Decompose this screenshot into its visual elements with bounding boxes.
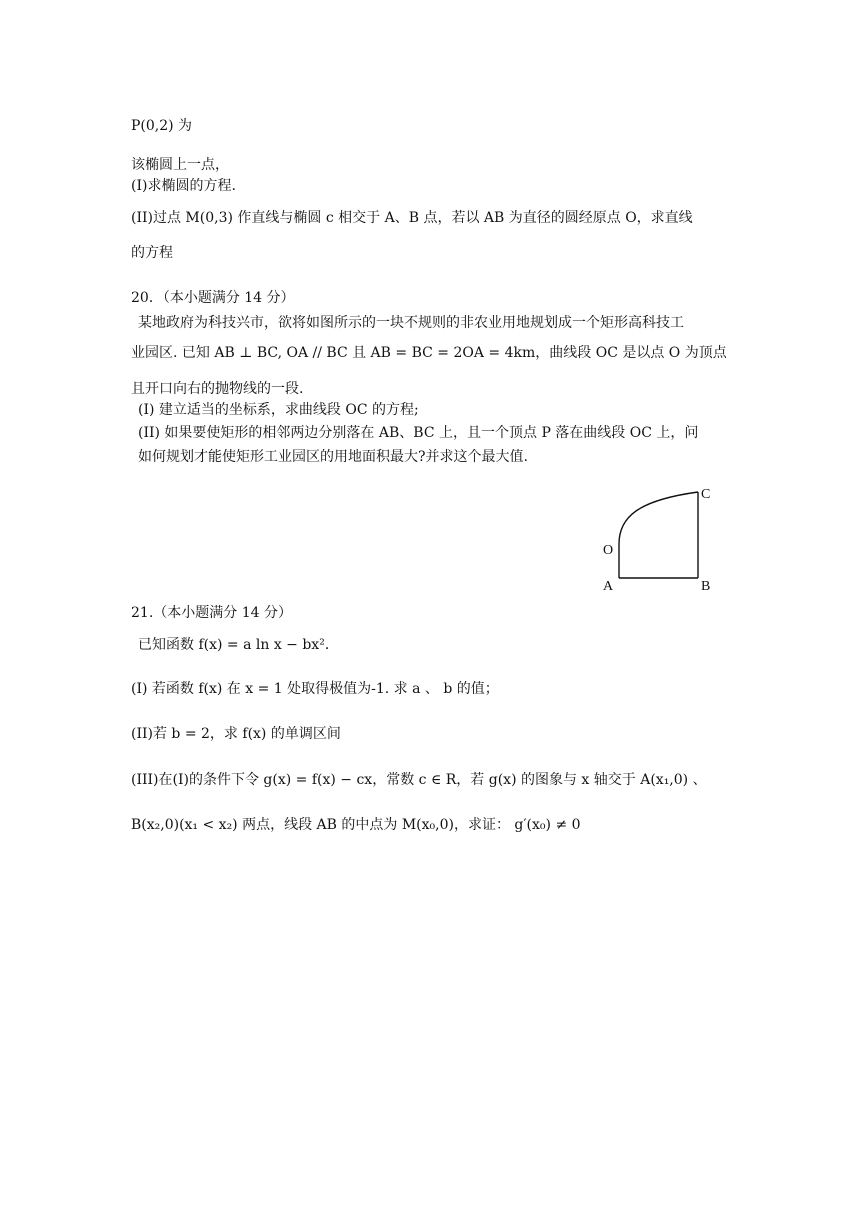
line-q1-ellipse: (I)求椭圆的方程.: [131, 178, 236, 194]
line-p02: P(0,2) 为: [131, 118, 193, 134]
problem-21-part-3: (III)在(I)的条件下令 g(x) = f(x) − cx，常数 c ∈ R，若 g(x) 的图象与 x 轴交于 A(x₁,0) 、: [131, 772, 707, 788]
line-ellipse-point: 该椭圆上一点，: [131, 157, 229, 173]
label-o: O: [603, 543, 614, 558]
problem-20-part-1: (I) 建立适当的坐标系，求曲线段 OC 的方程;: [138, 402, 419, 418]
label-b: B: [701, 579, 711, 594]
line-equation: 的方程: [131, 245, 173, 261]
problem-21-part-1: (I) 若函数 f(x) 在 x = 1 处取得极值为-1. 求 a 、 b 的值；: [131, 681, 499, 697]
problem-20-part-2b: 如何规划才能使矩形工业园区的用地面积最大?并求这个最大值.: [138, 449, 528, 465]
problem-21-header: 21.（本小题满分 14 分）: [131, 605, 292, 621]
problem-20-part-2: (II) 如果要使矩形的相邻两边分别落在 AB、BC 上，且一个顶点 P 落在曲线段 OC 上，问: [138, 425, 699, 441]
problem-21-part-2: (II)若 b = 2，求 f(x) 的单调区间: [131, 726, 341, 742]
label-c: C: [701, 487, 711, 502]
problem-21-function: 已知函数 f(x) = a ln x − bx²．: [138, 637, 339, 653]
problem-20-text-2: 业园区. 已知 AB ⊥ BC, OA // BC 且 AB = BC = 2OA = 4km，曲线段 OC 是以点 O 为顶点: [131, 345, 727, 361]
line-q2-line: (II)过点 M(0,3) 作直线与椭圆 c 相交于 A、B 点，若以 AB 为直径的圆经原点 O，求直线: [131, 210, 693, 226]
problem-21-part-3b: B(x₂,0)(x₁ < x₂) 两点，线段 AB 的中点为 M(x₀,0)，求证： g′(x₀) ≠ 0: [131, 817, 581, 833]
problem-20-text-1: 某地政府为科技兴市，欲将如图所示的一块不规则的非农业用地规划成一个矩形高科技工: [138, 315, 684, 331]
problem-20-header: 20．（本小题满分 14 分）: [131, 290, 295, 306]
label-a: A: [603, 579, 614, 594]
problem-20-text-3: 且开口向右的抛物线的一段.: [131, 381, 304, 397]
curve-oc: [619, 492, 698, 544]
